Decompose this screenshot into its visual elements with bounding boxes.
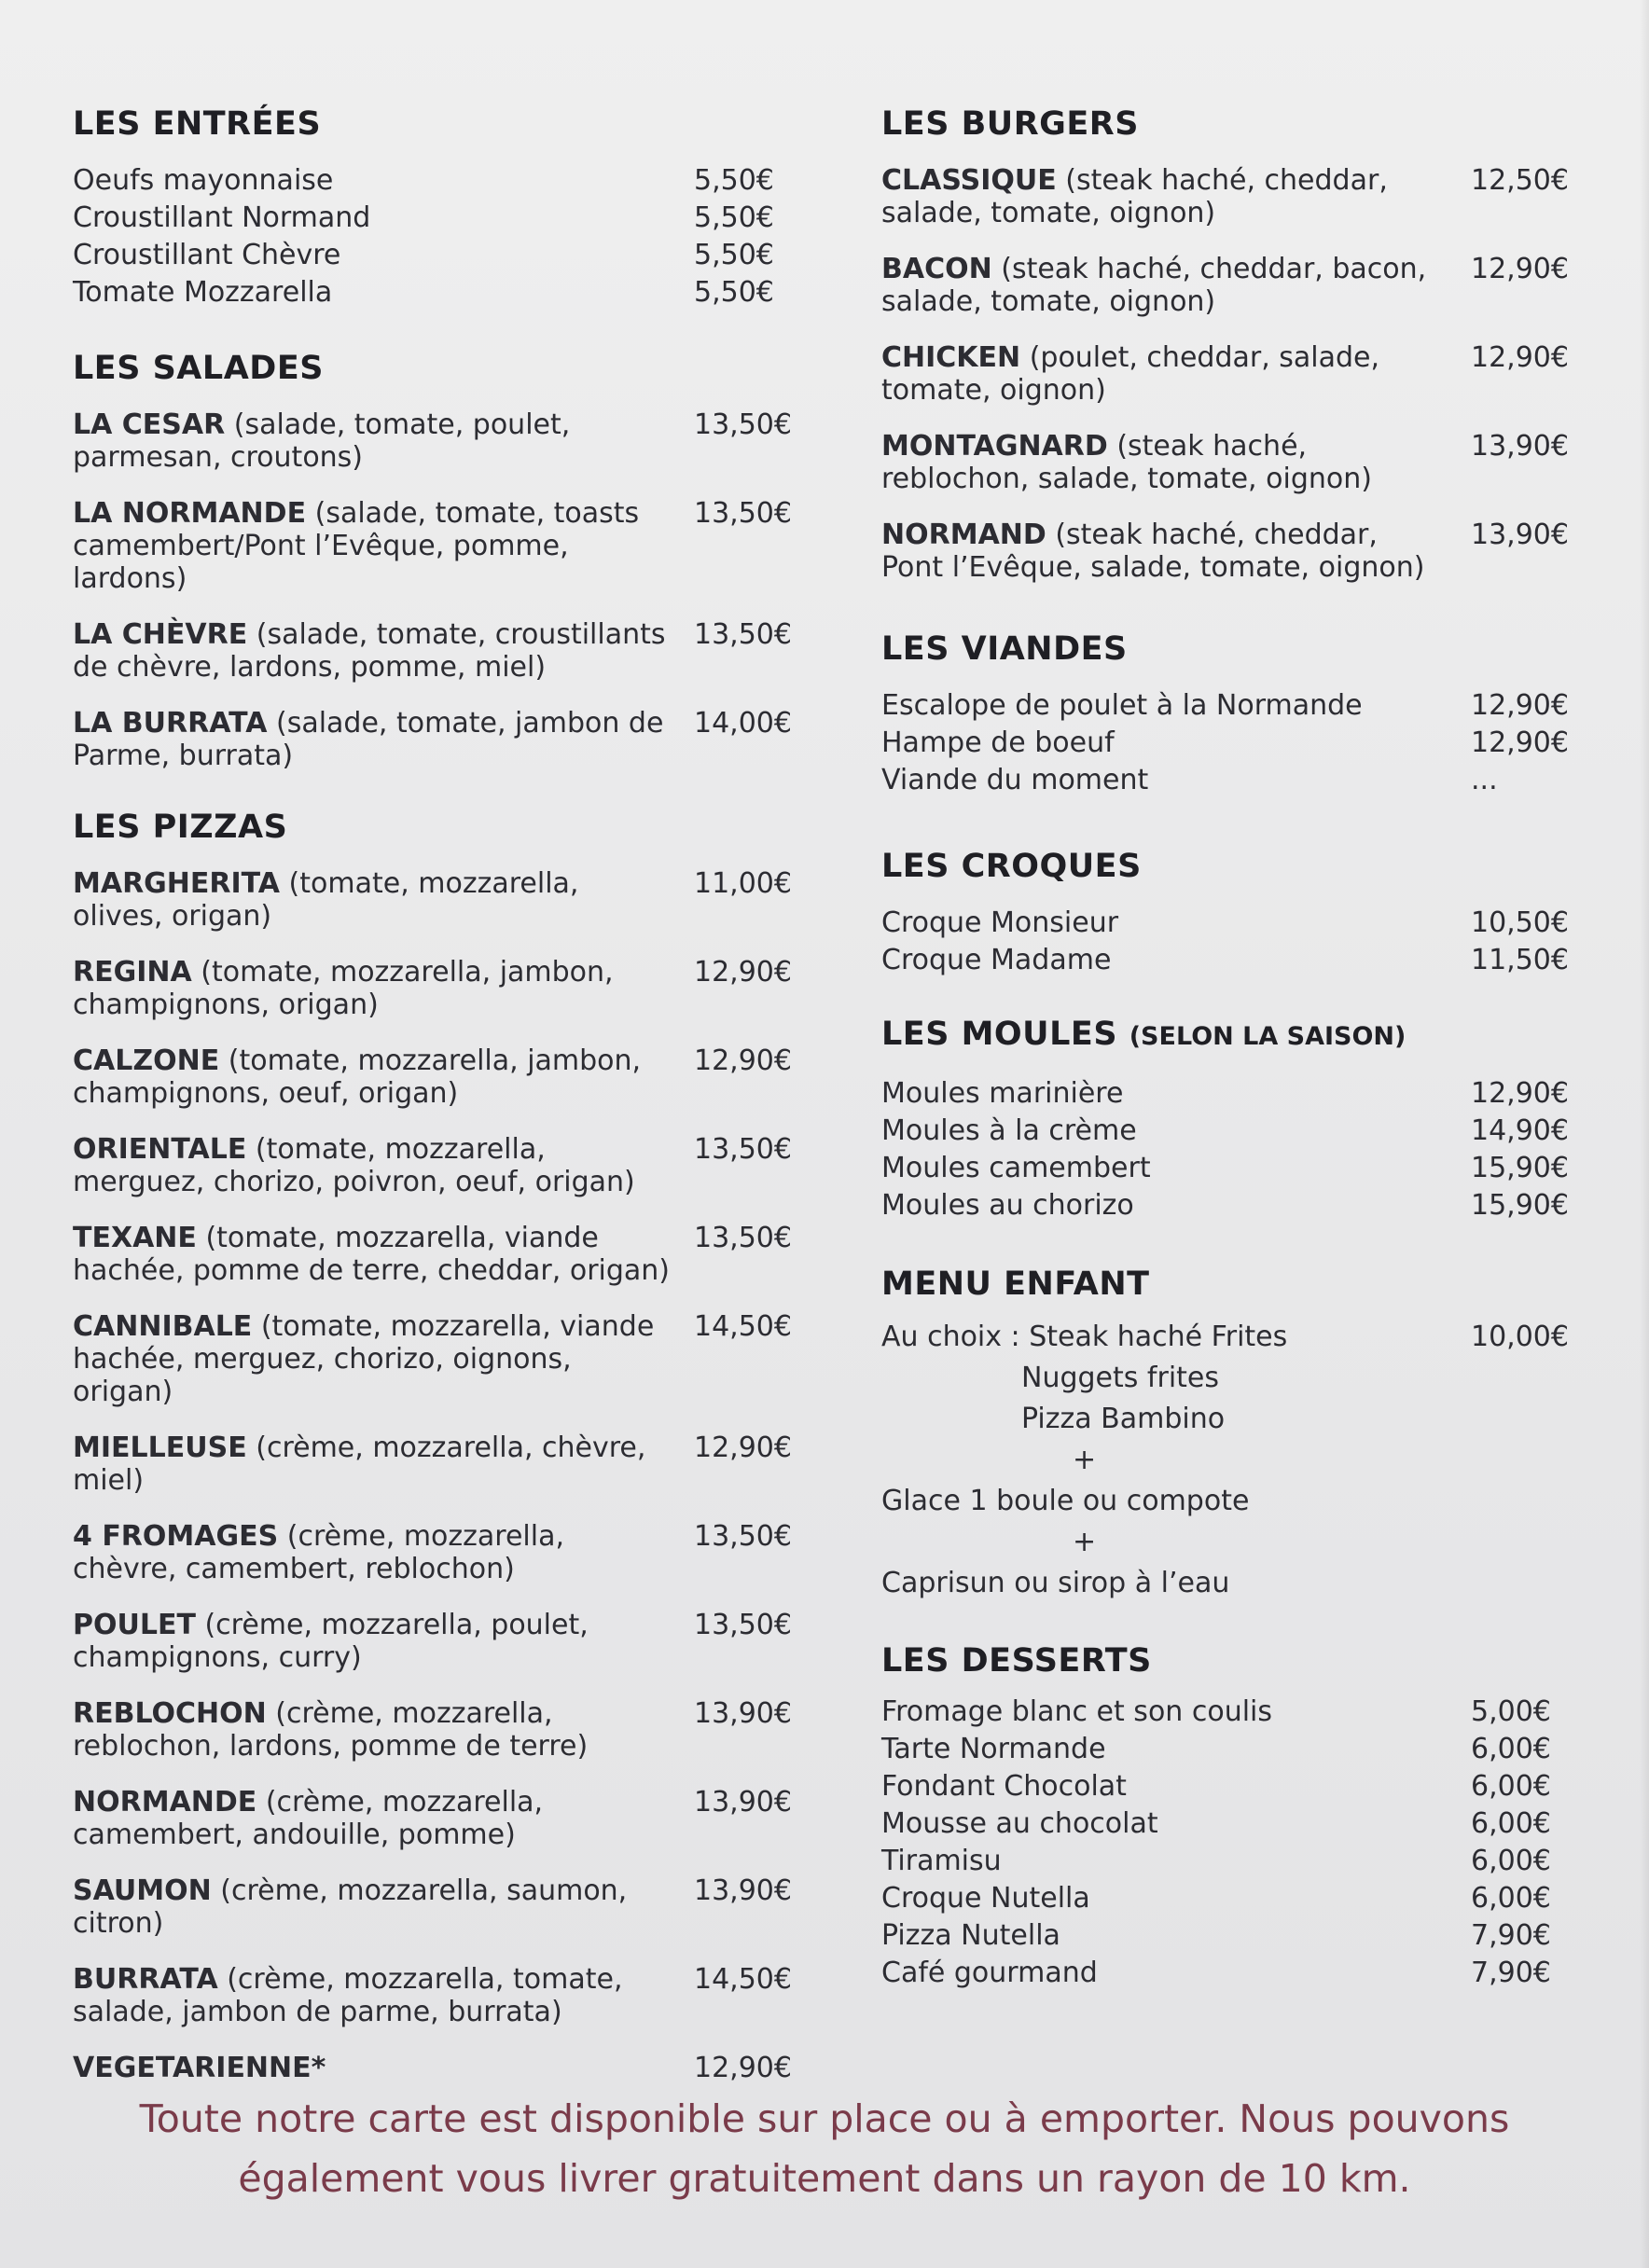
menu-item bbox=[73, 867, 791, 933]
menu-item-price: 13,50€ bbox=[694, 1222, 792, 1254]
menu-item-price: 12,90€ bbox=[1471, 689, 1569, 722]
menu-item-text: (crème, mozzarella, tomate, salade, jambon de parme, burrata) bbox=[73, 1963, 623, 2028]
menu-item-price: 12,90€ bbox=[1471, 341, 1569, 374]
page-edge-shadow bbox=[1640, 0, 1649, 2268]
menu-item-description bbox=[73, 164, 670, 197]
menu-item-text: Oeufs mayonnaise bbox=[73, 164, 334, 197]
menu-item-text: (steak haché, reblochon, salade, tomate, oignon) bbox=[881, 430, 1372, 495]
section-moules bbox=[881, 1015, 1567, 1226]
menu-item bbox=[881, 1189, 1567, 1222]
menu-item bbox=[73, 1133, 791, 1198]
menu-item bbox=[881, 253, 1567, 318]
menu-item bbox=[881, 689, 1567, 722]
menu-item-price: 12,90€ bbox=[1471, 726, 1569, 759]
menu-item bbox=[881, 944, 1567, 976]
enfant-option: Nuggets frites bbox=[1021, 1362, 1220, 1394]
menu-item-text: Tarte Normande bbox=[881, 1733, 1106, 1765]
menu-item-description bbox=[881, 519, 1441, 584]
menu-item-description bbox=[73, 1697, 670, 1763]
menu-item-price: 13,50€ bbox=[694, 1609, 792, 1641]
menu-item-text: Mousse au chocolat bbox=[881, 1807, 1158, 1840]
menu-item-price: 13,90€ bbox=[1471, 430, 1569, 463]
menu-item-price: 7,90€ bbox=[1471, 1919, 1551, 1952]
menu-item bbox=[73, 1310, 791, 1408]
item-list bbox=[881, 689, 1567, 796]
menu-item-price: 12,90€ bbox=[1471, 253, 1569, 285]
menu-item-description bbox=[881, 341, 1441, 407]
section-desserts bbox=[881, 1641, 1567, 1994]
menu-item-description bbox=[73, 276, 670, 309]
menu-item bbox=[881, 1114, 1567, 1147]
menu-item-price: 12,50€ bbox=[1471, 164, 1569, 197]
menu-item-text: (crème, mozzarella, chèvre, camembert, reblochon) bbox=[73, 1520, 565, 1585]
menu-item-text: (crème, mozzarella, reblochon, lardons, pomme de terre) bbox=[73, 1697, 589, 1763]
menu-item-name: ORIENTALE bbox=[73, 1133, 247, 1166]
menu-item-description bbox=[73, 497, 670, 595]
menu-item-price: 5,50€ bbox=[694, 164, 774, 197]
menu-item-name: MARGHERITA bbox=[73, 867, 281, 900]
menu-item bbox=[73, 1609, 791, 1674]
menu-item-price: 5,00€ bbox=[1471, 1695, 1551, 1728]
menu-item-text: Pizza Nutella bbox=[881, 1919, 1060, 1952]
menu-item bbox=[73, 497, 791, 595]
menu-item-description bbox=[881, 906, 1441, 939]
menu-item-price: 15,90€ bbox=[1471, 1189, 1569, 1222]
menu-item-description bbox=[881, 764, 1441, 796]
menu-item-text: Croque Madame bbox=[881, 944, 1112, 976]
menu-item bbox=[881, 1733, 1567, 1765]
section-heading: LES VIANDES bbox=[881, 630, 1128, 668]
menu-item-description bbox=[73, 1609, 670, 1674]
menu-item bbox=[73, 201, 791, 234]
menu-item bbox=[881, 519, 1567, 584]
menu-item-text: Moules au chorizo bbox=[881, 1189, 1134, 1222]
menu-item-text: (tomate, mozzarella, jambon, champignons, oeuf, origan) bbox=[73, 1044, 642, 1110]
item-list bbox=[73, 408, 791, 772]
menu-item bbox=[881, 430, 1567, 495]
menu-item-description bbox=[881, 1957, 1441, 1989]
menu-item bbox=[73, 1431, 791, 1497]
section-pizzas bbox=[73, 808, 791, 2108]
menu-item-text: Moules camembert bbox=[881, 1152, 1151, 1184]
menu-item-description bbox=[881, 430, 1441, 495]
heading-note: (SELON LA SAISON) bbox=[1129, 1022, 1406, 1051]
menu-item-text: (salade, tomate, jambon de Parme, burrata) bbox=[73, 707, 664, 772]
menu-item-name: LA CESAR bbox=[73, 408, 226, 441]
menu-item-name: REBLOCHON bbox=[73, 1697, 267, 1730]
enfant-price: 10,00€ bbox=[1471, 1321, 1569, 1353]
menu-item bbox=[73, 1963, 791, 2028]
menu-item bbox=[73, 618, 791, 684]
menu-item-description bbox=[881, 689, 1441, 722]
footer-note bbox=[0, 2089, 1649, 2208]
menu-item-price: 6,00€ bbox=[1471, 1770, 1551, 1803]
menu-item bbox=[881, 341, 1567, 407]
menu-item-description bbox=[73, 201, 670, 234]
item-list bbox=[881, 1077, 1567, 1222]
menu-item-name: LA NORMANDE bbox=[73, 497, 307, 530]
menu-item bbox=[73, 956, 791, 1021]
menu-item bbox=[73, 1222, 791, 1287]
section-heading: LES ENTRÉES bbox=[73, 105, 322, 143]
menu-item-text: (crème, mozzarella, camembert, andouille, pomme) bbox=[73, 1786, 544, 1851]
menu-item-name: 4 FROMAGES bbox=[73, 1520, 279, 1553]
menu-item bbox=[881, 726, 1567, 759]
menu-item-text: Fromage blanc et son coulis bbox=[881, 1695, 1273, 1728]
menu-item-text: (salade, tomate, croustillants de chèvre, lardons, pomme, miel) bbox=[73, 618, 666, 684]
item-list bbox=[73, 164, 791, 309]
menu-item bbox=[881, 1077, 1567, 1110]
menu-item-description bbox=[73, 1786, 670, 1851]
menu-item-description bbox=[73, 1963, 670, 2028]
menu-item-description bbox=[73, 618, 670, 684]
enfant-choice-line: Au choix : Steak haché Frites bbox=[881, 1321, 1288, 1353]
menu-item-name: REGINA bbox=[73, 956, 192, 989]
menu-item-name: CLASSIQUE bbox=[881, 164, 1057, 197]
menu-item-text: Croustillant Normand bbox=[73, 201, 371, 234]
menu-item-description bbox=[881, 1807, 1441, 1840]
menu-item-name: BURRATA bbox=[73, 1963, 218, 1996]
menu-item-price: 13,50€ bbox=[694, 1520, 792, 1553]
section-heading: MENU ENFANT bbox=[881, 1265, 1150, 1303]
menu-item-description bbox=[881, 1770, 1441, 1803]
menu-item bbox=[881, 1807, 1567, 1840]
menu-item-name: MONTAGNARD bbox=[881, 430, 1108, 463]
menu-item bbox=[73, 239, 791, 271]
menu-item-description bbox=[881, 1919, 1441, 1952]
menu-item-description bbox=[73, 867, 670, 933]
menu-item bbox=[73, 408, 791, 474]
item-list bbox=[881, 1695, 1567, 1989]
menu-item-description bbox=[881, 726, 1441, 759]
menu-item-description bbox=[73, 239, 670, 271]
menu-item-price: 6,00€ bbox=[1471, 1845, 1551, 1877]
menu-item-description bbox=[881, 944, 1441, 976]
menu-enfant-body bbox=[881, 1317, 1567, 1604]
menu-item-description bbox=[881, 1152, 1441, 1184]
menu-item-text: (steak haché, cheddar, Pont l’Evêque, salade, tomate, oignon) bbox=[881, 519, 1425, 584]
menu-item bbox=[73, 1520, 791, 1585]
menu-item-price: 6,00€ bbox=[1471, 1733, 1551, 1765]
enfant-dessert-line: Glace 1 boule ou compote bbox=[881, 1485, 1250, 1517]
section-heading: LES DESSERTS bbox=[881, 1642, 1152, 1680]
menu-item-price: 13,90€ bbox=[694, 1874, 792, 1907]
menu-item-description bbox=[881, 164, 1441, 229]
section-heading: LES SALADES bbox=[73, 350, 324, 387]
enfant-plus: + bbox=[1073, 1526, 1097, 1558]
menu-item bbox=[73, 1044, 791, 1110]
menu-item-price: 12,90€ bbox=[694, 956, 792, 989]
menu-item bbox=[73, 164, 791, 197]
menu-item-price: 14,90€ bbox=[1471, 1114, 1569, 1147]
menu-item bbox=[881, 1695, 1567, 1728]
menu-item-description bbox=[881, 1733, 1441, 1765]
menu-item-name: CANNIBALE bbox=[73, 1310, 253, 1343]
menu-item-price: 15,90€ bbox=[1471, 1152, 1569, 1184]
menu-item-price: 6,00€ bbox=[1471, 1807, 1551, 1840]
menu-item bbox=[881, 1957, 1567, 1989]
menu-item-text: (crème, mozzarella, saumon, citron) bbox=[73, 1874, 628, 1940]
menu-item bbox=[881, 164, 1567, 229]
menu-item-price: 5,50€ bbox=[694, 239, 774, 271]
section-menu-enfant bbox=[881, 1265, 1567, 1604]
menu-item-text: Croque Nutella bbox=[881, 1882, 1090, 1915]
menu-item-description bbox=[881, 1114, 1441, 1147]
menu-item-description bbox=[881, 1189, 1441, 1222]
section-heading: LES CROQUES bbox=[881, 848, 1142, 885]
menu-item bbox=[881, 906, 1567, 939]
menu-item-text: (salade, tomate, poulet, parmesan, croutons) bbox=[73, 408, 571, 474]
menu-item-price: 11,50€ bbox=[1471, 944, 1569, 976]
menu-item-price: 12,90€ bbox=[1471, 1077, 1569, 1110]
menu-item-text: (tomate, mozzarella, olives, origan) bbox=[73, 867, 579, 933]
menu-item-price: 12,90€ bbox=[694, 2052, 792, 2084]
menu-item-price: 10,50€ bbox=[1471, 906, 1569, 939]
footer-line: également vous livrer gratuitement dans un rayon de 10 km. bbox=[238, 2156, 1411, 2201]
menu-item-text: (salade, tomate, toasts camembert/Pont l’Evêque, pomme, lardons) bbox=[73, 497, 640, 595]
menu-item bbox=[881, 764, 1567, 796]
section-entrees bbox=[73, 104, 791, 313]
menu-item-description bbox=[881, 253, 1441, 318]
section-heading: LES PIZZAS bbox=[73, 809, 288, 846]
menu-item-price: 13,90€ bbox=[694, 1786, 792, 1819]
menu-item-description bbox=[881, 1845, 1441, 1877]
menu-item bbox=[73, 1786, 791, 1851]
menu-item-text: Hampe de boeuf bbox=[881, 726, 1115, 759]
item-list bbox=[881, 164, 1567, 584]
menu-item-name: BACON bbox=[881, 253, 992, 285]
menu-item-price: 7,90€ bbox=[1471, 1957, 1551, 1989]
menu-item-name: VEGETARIENNE* bbox=[73, 2052, 326, 2084]
menu-item-description bbox=[73, 1310, 670, 1408]
menu-item-name: CHICKEN bbox=[881, 341, 1021, 374]
menu-item-price: 5,50€ bbox=[694, 201, 774, 234]
menu-item-text: (steak haché, cheddar, salade, tomate, oignon) bbox=[881, 164, 1388, 229]
menu-item-text: Viande du moment bbox=[881, 764, 1149, 796]
menu-item-description bbox=[73, 1044, 670, 1110]
menu-item-text: Café gourmand bbox=[881, 1957, 1098, 1989]
section-salades bbox=[73, 349, 791, 795]
section-viandes bbox=[881, 629, 1567, 801]
menu-item-price: 13,90€ bbox=[1471, 519, 1569, 551]
menu-item-price: 14,50€ bbox=[694, 1310, 792, 1343]
item-list bbox=[73, 867, 791, 2084]
menu-item-text: Fondant Chocolat bbox=[881, 1770, 1127, 1803]
menu-item-text: Tiramisu bbox=[881, 1845, 1002, 1877]
item-list bbox=[881, 906, 1567, 976]
menu-item-description bbox=[881, 1882, 1441, 1915]
menu-item bbox=[881, 1152, 1567, 1184]
menu-item-name: CALZONE bbox=[73, 1044, 220, 1077]
enfant-plus: + bbox=[1073, 1444, 1097, 1476]
menu-item-name: NORMAND bbox=[881, 519, 1046, 551]
menu-item-text: (tomate, mozzarella, merguez, chorizo, poivron, oeuf, origan) bbox=[73, 1133, 635, 1198]
enfant-drink-line: Caprisun ou sirop à l’eau bbox=[881, 1567, 1230, 1599]
menu-item-description bbox=[73, 1874, 670, 1940]
menu-item bbox=[881, 1882, 1567, 1915]
menu-item-price: 6,00€ bbox=[1471, 1882, 1551, 1915]
menu-item-text: Tomate Mozzarella bbox=[73, 276, 333, 309]
menu-item bbox=[881, 1845, 1567, 1877]
menu-item-name: TEXANE bbox=[73, 1222, 197, 1254]
menu-item-description bbox=[73, 2052, 670, 2084]
menu-item-text: Croque Monsieur bbox=[881, 906, 1119, 939]
menu-item-text: (tomate, mozzarella, jambon, champignons, origan) bbox=[73, 956, 614, 1021]
menu-item-description bbox=[73, 1222, 670, 1287]
menu-item-name: MIELLEUSE bbox=[73, 1431, 247, 1464]
menu-item-price: 13,50€ bbox=[694, 497, 792, 530]
menu-item-price: 13,90€ bbox=[694, 1697, 792, 1730]
menu-item bbox=[73, 2052, 791, 2084]
menu-item-description bbox=[73, 1431, 670, 1497]
menu-item-price: 12,90€ bbox=[694, 1044, 792, 1077]
menu-item-text: (tomate, mozzarella, viande hachée, pomme de terre, cheddar, origan) bbox=[73, 1222, 671, 1287]
section-heading: LES BURGERS bbox=[881, 105, 1139, 143]
footer-line: Toute notre carte est disponible sur place ou à emporter. Nous pouvons bbox=[139, 2096, 1510, 2141]
menu-item bbox=[73, 1697, 791, 1763]
menu-item-text: Escalope de poulet à la Normande bbox=[881, 689, 1363, 722]
menu-item-price: 12,90€ bbox=[694, 1431, 792, 1464]
menu-item-description bbox=[73, 707, 670, 772]
menu-item-price: ... bbox=[1471, 764, 1498, 796]
menu-item-text: (tomate, mozzarella, viande hachée, merguez, chorizo, oignons, origan) bbox=[73, 1310, 655, 1408]
section-croques bbox=[881, 847, 1567, 981]
heading-title: LES MOULES bbox=[881, 1016, 1118, 1053]
menu-item-name: POULET bbox=[73, 1609, 196, 1641]
menu-item bbox=[73, 276, 791, 309]
menu-item-price: 14,50€ bbox=[694, 1963, 792, 1996]
menu-item-description bbox=[881, 1077, 1441, 1110]
enfant-option: Pizza Bambino bbox=[1021, 1403, 1226, 1435]
menu-item-text: Moules marinière bbox=[881, 1077, 1124, 1110]
menu-item-text: (poulet, cheddar, salade, tomate, oignon) bbox=[881, 341, 1380, 407]
menu-item-description bbox=[73, 1520, 670, 1585]
menu-item-description bbox=[73, 408, 670, 474]
menu-item-price: 5,50€ bbox=[694, 276, 774, 309]
menu-item bbox=[881, 1770, 1567, 1803]
menu-item-name: LA CHÈVRE bbox=[73, 618, 248, 651]
menu-item-name: LA BURRATA bbox=[73, 707, 268, 740]
menu-item-price: 14,00€ bbox=[694, 707, 792, 740]
menu-item-price: 13,50€ bbox=[694, 408, 792, 441]
menu-item bbox=[881, 1919, 1567, 1952]
section-heading bbox=[881, 1015, 1567, 1057]
section-burgers bbox=[881, 104, 1567, 607]
menu-item-name: NORMANDE bbox=[73, 1786, 257, 1819]
menu-item-price: 13,50€ bbox=[694, 1133, 792, 1166]
menu-item-text: (crème, mozzarella, chèvre, miel) bbox=[73, 1431, 646, 1497]
menu-item-text: Moules à la crème bbox=[881, 1114, 1137, 1147]
menu-item bbox=[73, 707, 791, 772]
menu-item-text: (crème, mozzarella, poulet, champignons, curry) bbox=[73, 1609, 589, 1674]
menu-item-price: 13,50€ bbox=[694, 618, 792, 651]
menu-item bbox=[73, 1874, 791, 1940]
menu-item-text: (steak haché, cheddar, bacon, salade, tomate, oignon) bbox=[881, 253, 1427, 318]
menu-item-description bbox=[73, 956, 670, 1021]
menu-item-name: SAUMON bbox=[73, 1874, 212, 1907]
menu-item-description bbox=[73, 1133, 670, 1198]
menu-item-price: 11,00€ bbox=[694, 867, 792, 900]
menu-item-description bbox=[881, 1695, 1441, 1728]
menu-item-text: Croustillant Chèvre bbox=[73, 239, 341, 271]
